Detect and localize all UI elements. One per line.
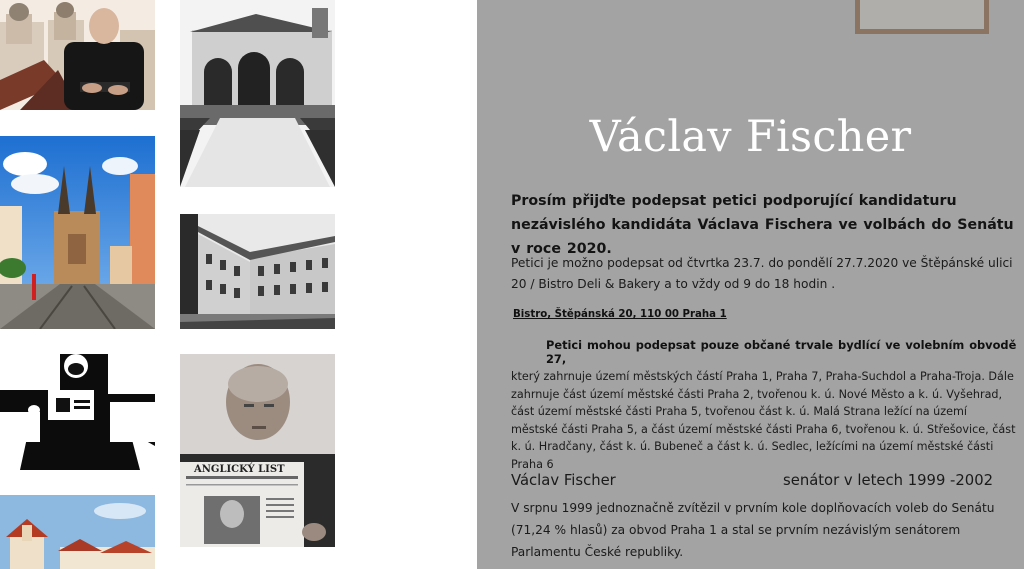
photo-portrait-icon xyxy=(0,0,155,110)
senator-term: senátor v letech 1999 -2002 xyxy=(783,472,994,489)
photo-architecture-icon xyxy=(0,136,155,329)
petition-dates: Petici je možno podepsat od čtvrtka 23.7. do pondělí 27.7.2020 ve Štěpánské ulici 20 / Bistro Deli & Bakery a to vždy od 9 do 18 hodin . xyxy=(511,256,1013,291)
photo-architecture-icon xyxy=(180,214,335,329)
district-description: který zahrnuje území městských částí Praha 1, Praha 7, Praha-Suchdol a Praha-Troja. Dále zahrnuje část území městské části Praha 2, tvořenou k. ú. Nové Město a k. ú. Vyšehrad, část území městské části Praha 5, tvořenou část k. ú. Malá Strana ležící na území městské části Praha 5, a část území městské části Praha 6, tvořenou k. ú. Střešovice, část k. ú. Hradčany, část k. ú. Bubeneč a část k. ú. Sedlec, ležícími na území městské části Praha 6 xyxy=(511,370,1016,471)
petition-address-link[interactable]: Bistro, Štěpánská 20, 110 00 Praha 1 xyxy=(513,309,727,320)
senator-bio: V srpnu 1999 jednoznačně zvítězil v prvním kole doplňovacích voleb do Senátu (71,24 % hlasů) za obvod Praha 1 a stal se prvním nezávislým senátorem Parlamentu České republiky. xyxy=(511,501,995,559)
picture-frame-decoration xyxy=(855,0,989,34)
photo-architecture-icon xyxy=(180,0,335,187)
newspaper-headline: ANGLICKÝ LIST xyxy=(194,464,285,475)
campaign-info-panel xyxy=(477,0,1024,569)
photo-portrait-icon xyxy=(180,354,335,547)
senator-name: Václav Fischer xyxy=(511,472,616,489)
photo-portrait-icon xyxy=(0,354,155,470)
photo-church-street[interactable] xyxy=(0,136,155,329)
photo-courtyard[interactable] xyxy=(180,214,335,329)
page-title: Václav Fischer xyxy=(589,112,912,162)
photo-palace-garden[interactable] xyxy=(180,0,335,187)
photo-architecture-icon xyxy=(0,495,155,569)
photo-gallery xyxy=(0,0,477,569)
senator-heading xyxy=(511,472,1016,494)
photo-portrait-church-towers[interactable] xyxy=(0,0,155,110)
photo-castle-bottom[interactable] xyxy=(0,495,155,569)
photo-newspaper-color[interactable] xyxy=(180,354,335,547)
petition-invitation: Prosím přijďte podepsat petici podporující kandidaturu nezávislého kandidáta Václava Fischera ve volbách do Senátu v roce 2020. xyxy=(511,193,1014,257)
photo-newspaper-bw[interactable] xyxy=(0,354,155,470)
eligibility-note: Petici mohou podepsat pouze občané trvale bydlící ve volebním obvodě 27, xyxy=(546,338,1017,366)
